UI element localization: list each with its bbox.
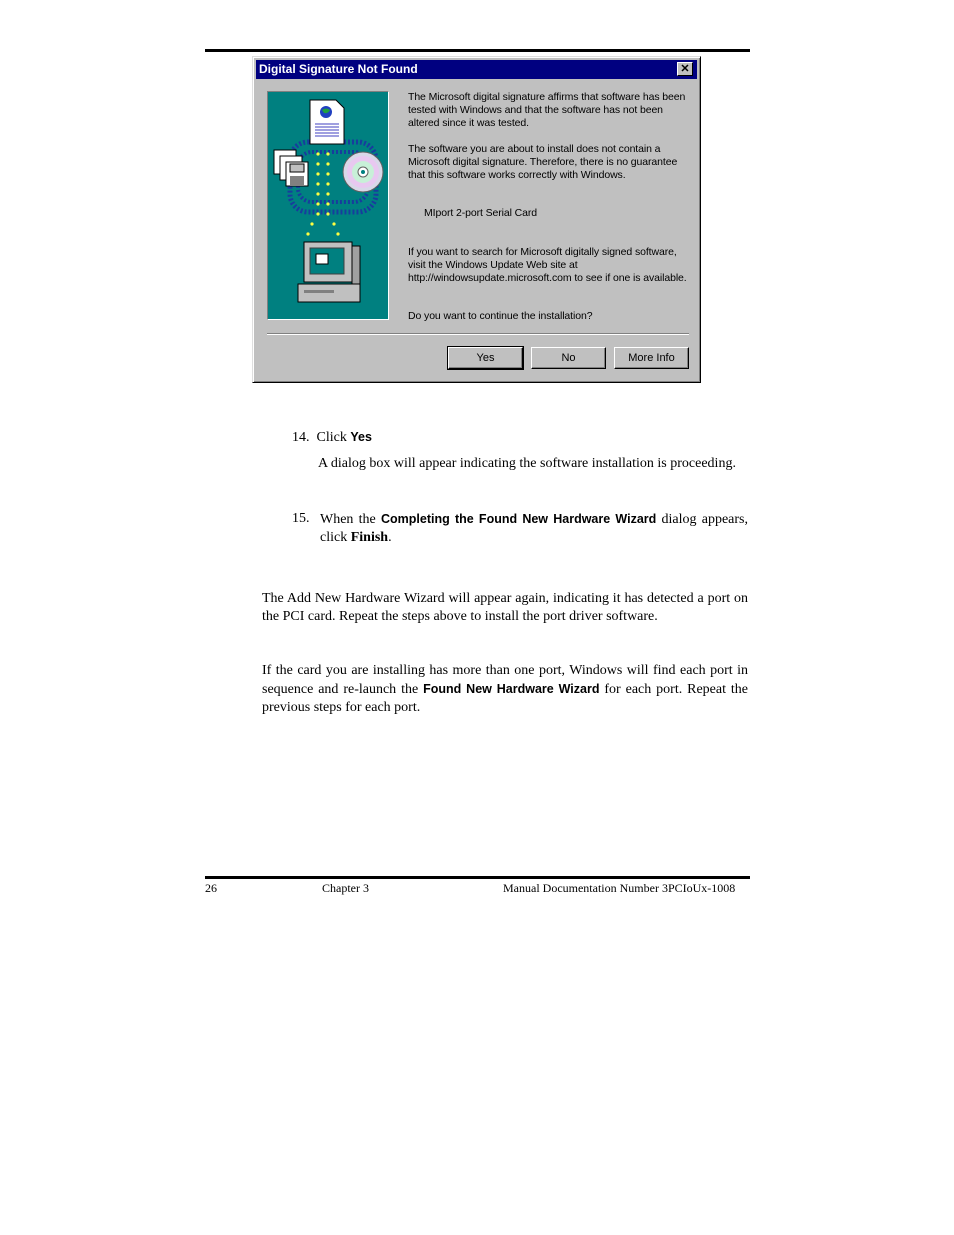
signature-explanation: The Microsoft digital signature affirms that software has been tested with Windows and that the software has not been altered since it was tested. (408, 91, 686, 130)
step-15-text (320, 510, 748, 547)
footer-doc-number: Manual Documentation Number 3PCIoUx-1008 (503, 881, 736, 895)
dialog-title: Digital Signature Not Found (259, 62, 418, 76)
footer-rule (205, 876, 750, 879)
footer-page-number: 26 (205, 881, 217, 895)
no-signature-warning: The software you are about to install does not contain a Microsoft digital signature. Therefore, there is no guarantee that this software works correctly with Windows. (408, 143, 678, 182)
document-globe-icon (310, 100, 344, 144)
no-button[interactable]: No (531, 347, 606, 369)
footer-chapter: Chapter 3 (322, 881, 369, 895)
body-paragraph-2-pre: If the card you are installing has more than one port, Windows will find each port in sequence and re-launch the (262, 663, 748, 697)
step-14 (292, 428, 372, 447)
close-icon: ✕ (680, 63, 690, 75)
body-paragraph-2-wizard: Found New Hardware Wizard (423, 682, 600, 696)
computer-icon (298, 242, 360, 302)
continue-question: Do you want to continue the installation? (408, 310, 593, 322)
body-paragraph-2-end: for each port. Repeat the previous steps for each port. (262, 682, 748, 715)
yes-button[interactable]: Yes (448, 347, 523, 369)
digital-signature-dialog (252, 56, 701, 383)
body-paragraph-1: The Add New Hardware Wizard will appear again, indicating it has detected a port on the PCI card. Repeat the steps above to install the port driver software. (262, 591, 748, 624)
step-15-finish: Finish (350, 530, 389, 545)
step-15-wizard-name: Completing the Found New Hardware Wizard (381, 512, 657, 526)
step-14-yes: Yes (350, 430, 372, 444)
dialog-separator (267, 333, 689, 335)
cd-disc-icon (343, 152, 383, 192)
step-15-pre: When the (320, 512, 382, 527)
step-14-number: 14. (292, 430, 310, 445)
windows-update-info: If you want to search for Microsoft digitally signed software, visit the Windows Update Web site at http://windowsupdate.microsoft.com to see if one is available. (408, 246, 687, 285)
step-15-mid: dialog appears, click (320, 512, 749, 545)
header-rule (205, 49, 750, 52)
wizard-illustration (267, 91, 389, 320)
step-15-number: 15. (292, 511, 310, 526)
dialog-titlebar (256, 60, 697, 79)
step-14-text: Click (316, 430, 351, 445)
close-button[interactable] (677, 62, 693, 76)
step-15-end: . (388, 530, 392, 545)
step-14-detail: A dialog box will appear indicating the software installation is proceeding. (318, 456, 736, 471)
more-info-button[interactable]: More Info (614, 347, 689, 369)
illustration-svg (268, 92, 388, 319)
device-name: MIport 2-port Serial Card (424, 207, 538, 219)
body-paragraph-2 (262, 662, 748, 717)
